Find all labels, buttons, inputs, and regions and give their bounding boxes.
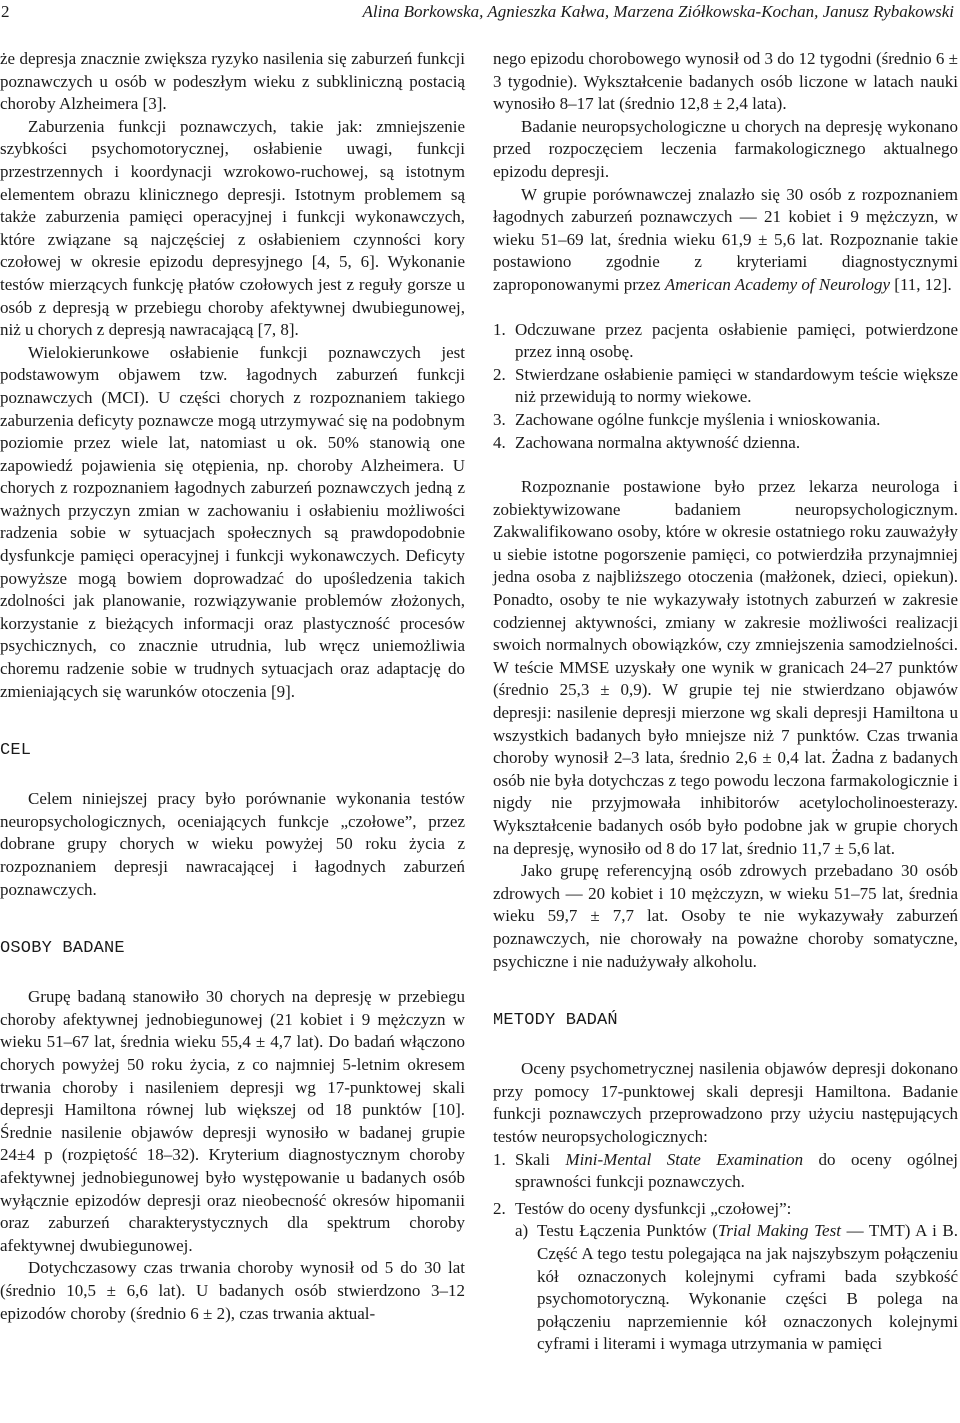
list-letter: a) <box>515 1221 529 1241</box>
test-name: Mini-Mental State Examination <box>565 1149 804 1169</box>
list-item <box>515 1220 958 1356</box>
paragraph: nego epizodu chorobowego wynosił od 3 do 12 tygodni (średnio 6 ± 3 tygodnie). Wykształcenie badanych osób liczone w latach nauki wynosiło 8–17 lat (średnio 12,8 ± 2,4 lata). <box>493 49 958 114</box>
paragraph: Wielokierunkowe osłabienie funkcji poznawczych jest podstawowym objawem tzw. łagodnych zaburzeń funkcji poznawczych (MCI). U części chorych z rozpoznaniem takiego zaburzenia deficyty poznawcze mogą utrzymywać się na podobnym poziomie przez wiele lat, natomiast u ok. 50% stanowią one zapowiedź pojawienia się otępienia, np. choroby Alzheimera. U chorych z rozpoznaniem łagodnych zaburzeń poznawczych jedną z ważnych przyczyn zmian w zachowaniu i osłabieniu możliwości radzenia sobie w sytuacjach społecznych są prawdopodobnie dysfunkcje pamięci operacyjnej i funkcji wykonawczych. Deficyty powyższe mogą bowiem doprowadzać do upośledzenia takich zdolności jak planowanie, rozwiązywanie problemów złożonych, korzystanie z bieżących informacji oraz plastyczność procesów psychicznych, co znacznie utrudnia, lub wręcz uniemożliwia choremu radzenie sobie w trudnych sytuacjach oraz adaptację do zmieniających się warunków otoczenia [9]. <box>0 342 465 701</box>
list-item-text: Testu Łączenia Punktów ( <box>537 1221 718 1241</box>
paragraph: Zaburzenia funkcji poznawczych, takie jak: zmniejszenie szybkości psychomotorycznej, osłabienie uwagi, funkcji przestrzennych i koordynacji wzrokowo-ruchowej, są istotnym elementem obrazu klinicznego depresji. Istotnym problemem są także zaburzenia pamięci operacyjnej i funkcji wykonawczych, które związane są najczęściej z osłabieniem czynności kory czołowej w okresie epizodu depresyjnego [4, 5, 6]. Wykonanie testów mierzących funkcję płatów czołowych jest z reguły gorsze u osób z depresją w przebiegu choroby afektywnej dwubiegunowej, niż u chorych z depresją nawracającą [7, 8]. <box>0 116 465 340</box>
list-item-text: Zachowana normalna aktywność dzienna. <box>515 432 801 452</box>
list-item <box>493 319 958 364</box>
page-number: 2 <box>1 2 10 21</box>
list-item-text: do oceny ogólnej sprawności funkcji poznawczych. <box>515 1149 959 1192</box>
citation: [11, 12]. <box>894 274 952 294</box>
section-heading-osoby-badane: OSOBY BADANE <box>0 939 125 959</box>
methods-sublist <box>493 1220 958 1356</box>
criteria-list <box>493 319 958 455</box>
list-number: 1. <box>493 319 506 339</box>
right-column <box>493 48 958 1356</box>
methods-list <box>493 1149 958 1221</box>
test-name: Trial Making Test <box>717 1221 841 1241</box>
list-item-text: Zachowane ogólne funkcje myślenia i wnioskowania. <box>515 409 881 429</box>
list-number: 3. <box>493 409 506 429</box>
paragraph <box>493 184 958 297</box>
list-item <box>493 409 958 432</box>
paragraph: Dotychczasowy czas trwania choroby wynosił od 5 do 30 lat (średnio 10,5 ± 6,6 lat). U badanych osób stwierdzono 3–12 epizodów choroby (średnio 6 ± 2), czas trwania aktual- <box>0 1258 465 1323</box>
running-header <box>0 0 960 28</box>
paragraph: Oceny psychometrycznej nasilenia objawów depresji dokonano przy pomocy 17-punktowej skali depresji Hamiltona. Badanie funkcji poznawczych przeprowadzono przy użyciu następujących testów neuropsychologicznych: <box>493 1059 958 1146</box>
paragraph: Badanie neuropsychologiczne u chorych na depresję wykonano przed rozpoczęciem leczenia farmakologicznego aktualnego epizodu depresji. <box>493 116 958 181</box>
list-item <box>493 1149 958 1194</box>
list-number: 2. <box>493 364 506 384</box>
organization-name: American Academy of Neurology <box>664 274 891 294</box>
list-item-text: Stwierdzane osłabienie pamięci w standardowym teście większe niż przewidują to normy wiekowe. <box>515 364 958 407</box>
list-item-text: Skali <box>515 1149 550 1169</box>
list-item-text: — TMT) A i B. Część A tego testu polegająca na jak najszybszym połączeniu kół oznaczonych kolejnymi cyframi bada szybkość psychomotoryczną. Wykonanie części B polega na połączeniu naprzemiennie kół oznaczonych kolejnymi cyframi i literami i wymaga utrzymania w pamięci <box>537 1221 958 1354</box>
paragraph: Rozpoznanie postawione było przez lekarza neurologa i zobiektywizowane badaniem neuropsychologicznym. Zakwalifikowano osoby, które w okresie ostatniego roku zauważyły u siebie istotne pogorszenie pamięci, co potwierdziła przynajmniej jedna osoba z najbliższego otoczenia (małżonek, dzieci, opiekun). Ponadto, osoby te nie wykazywały istotnych zaburzeń w zakresie codziennej aktywności, zmiany w zakresie możliwości realizacji swoich normalnych obowiązków, czy zmniejszenia samodzielności. W teście MMSE uzyskały one wynik w granicach 24–27 punktów (średnio 25,3 ± 0,9). W grupie tej nie stwierdzano objawów depresji: nasilenie depresji mierzone wg skali depresji Hamiltona u wszystkich badanych było mniejsze niż 7 punktów. Czas trwania choroby wynosił 2–3 lata, średnio 2,6 ± 0,4 lat. Żadna z badanych osób nie była dotychczas z tego powodu leczona farmakologicznie i nigdy nie przyjmowała inhibitorów acetylocholinoesterazy. Wykształcenie badanych osób było podobne jak w grupie chorych na depresję, wynosiło od 8 do 17 lat, średnio 11,7 ± 5,6 lat. <box>493 477 958 858</box>
paragraph: Grupę badaną stanowiło 30 chorych na depresję w przebiegu choroby afektywnej jednobiegunowej (21 kobiet i 9 mężczyzn w wieku 51–67 lat, średnia wieku 55,4 ± 4,7 lat). Do badań włączono chorych powyżej 50 roku życia, z co najmniej 5-letnim okresem trwania choroby i nasileniem depresji wg 17-punktowej skali depresji Hamiltona równej lub większej od 18 punktów [10]. Średnie nasilenie objawów depresji wynosiło w badanej grupie 24±4 p (rozpiętość 18–32). Kryterium diagnostycznym choroby afektywnej jednobiegunowej było występowanie u badanych osób wyłącznie epizodów depresji oraz nieobecność okresów hipomanii oraz zaburzeń charakterystycznych dla spektrum choroby afektywnej dwubiegunowej. <box>0 987 465 1255</box>
paragraph-text: W grupie porównawczej znalazło się 30 osób z rozpoznaniem łagodnych zaburzeń poznawczych — 21 kobiet i 9 mężczyzn, w wieku 51–69 lat, średnia wieku 61,9 ± 5,6 lat. Rozpoznanie takie postawiono zgodnie z kryteriami diagnostycznymi zaproponowanymi przez <box>493 184 958 294</box>
list-item <box>493 432 958 455</box>
list-item <box>493 364 958 409</box>
paragraph: że depresja znacznie zwiększa ryzyko nasilenia się zaburzeń funkcji poznawczych u osób w podeszłym wieku z subkliniczną postacią choroby Alzheimera [3]. <box>0 49 465 114</box>
running-head-authors: Alina Borkowska, Agnieszka Kałwa, Marzena Ziółkowska-Kochan, Janusz Rybakowski <box>362 2 954 21</box>
list-item-text: Odczuwane przez pacjenta osłabienie pamięci, potwierdzone przez inną osobę. <box>515 319 958 362</box>
list-number: 4. <box>493 432 506 452</box>
list-number: 2. <box>493 1198 506 1218</box>
paragraph: Celem niniejszej pracy było porównanie wykonania testów neuropsychologicznych, oceniających funkcje „czołowe”, przez dobrane grupy chorych w wieku powyżej 50 roku życia z rozpoznaniem depresji nawracającej i łagodnych zaburzeń poznawczych. <box>0 789 465 899</box>
section-heading-metody-badan: METODY BADAŃ <box>493 1011 618 1031</box>
list-number: 1. <box>493 1149 506 1169</box>
section-heading-cel: CEL <box>0 741 32 761</box>
list-item-text: Testów do oceny dysfunkcji „czołowej”: <box>515 1198 792 1218</box>
left-column <box>0 48 465 1325</box>
paragraph: Jako grupę referencyjną osób zdrowych przebadano 30 osób zdrowych — 20 kobiet i 10 mężczyzn, w wieku 51–75 lat, średnia wieku 59,7 ± 7,7 lat. Osoby te nie wykazywały zaburzeń poznawczych, nie chorowały na poważne choroby somatyczne, psychiczne i nie nadużywały alkoholu. <box>493 861 958 971</box>
list-item <box>493 1198 958 1221</box>
